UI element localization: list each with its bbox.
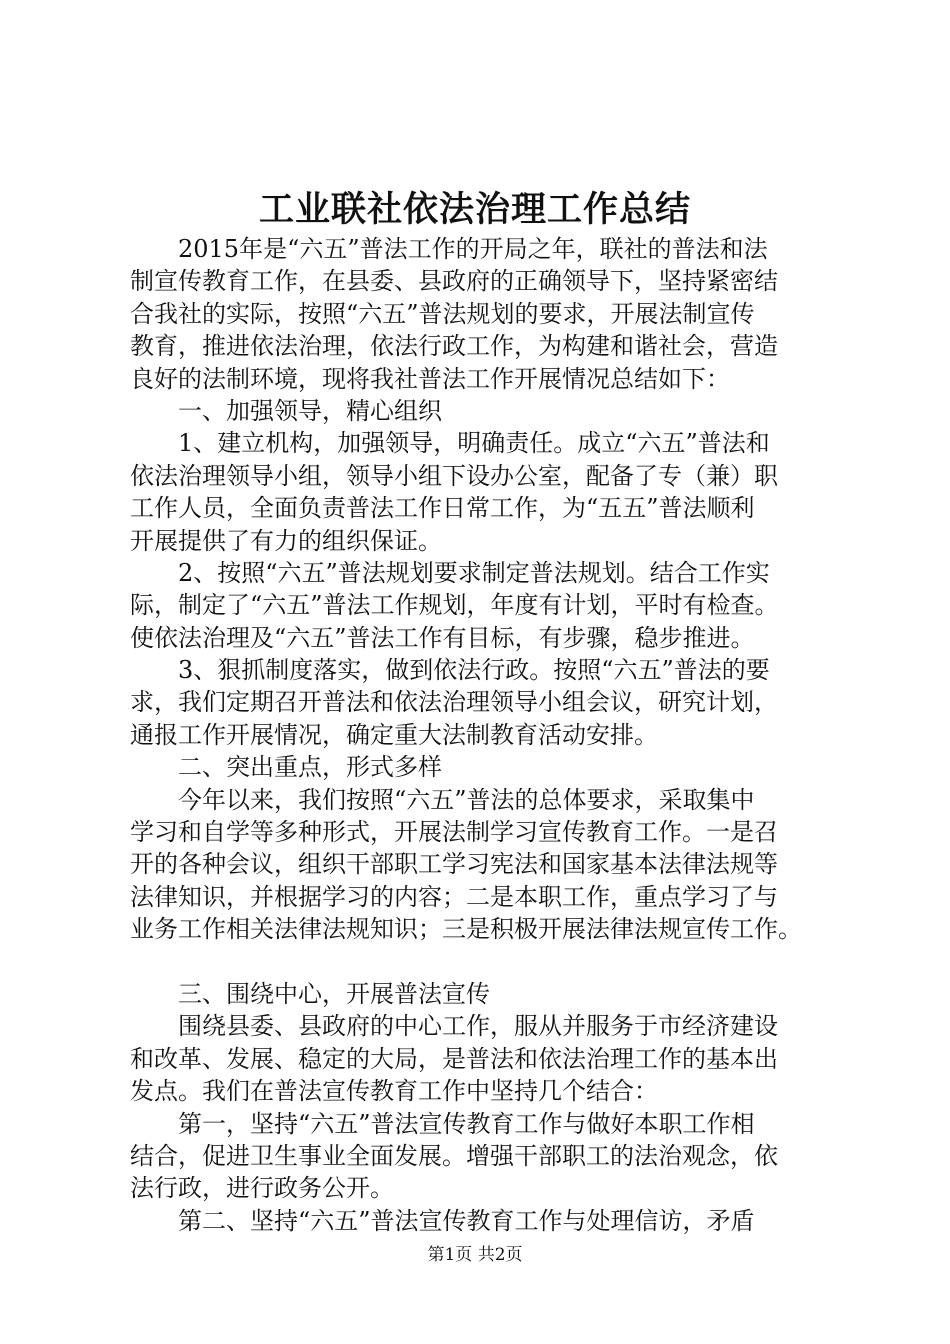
body-text-line: 三、围绕中心，开展普法宣传 bbox=[178, 979, 490, 1008]
body-text-line: 良好的法制环境，现将我社普法工作开展情况总结如下： bbox=[130, 364, 730, 393]
body-text-line: 第一，坚持“六五”普法宣传教育工作与做好本职工作相 bbox=[178, 1109, 755, 1138]
document-body bbox=[130, 233, 830, 1237]
body-text-line: 结合，促进卫生事业全面发展。增强干部职工的法治观念，依 bbox=[130, 1141, 778, 1170]
body-text-line: 围绕县委、县政府的中心工作，服从并服务于市经济建设 bbox=[178, 1012, 778, 1041]
body-text-line: 法行政，进行政务公开。 bbox=[130, 1174, 394, 1203]
body-text-line: 求，我们定期召开普法和依法治理领导小组会议，研究计划， bbox=[130, 688, 778, 717]
page-footer: 第1页 共2页 bbox=[427, 1245, 523, 1265]
body-text-line: 第二、坚持“六五”普法宣传教育工作与处理信访，矛盾 bbox=[178, 1206, 755, 1235]
body-text-line: 今年以来，我们按照“六五”普法的总体要求，采取集中 bbox=[178, 785, 755, 814]
body-text-line: 2、按照“六五”普法规划要求制定普法规划。结合工作实 bbox=[178, 558, 770, 587]
body-text-line: 制宣传教育工作，在县委、县政府的正确领导下，坚持紧密结 bbox=[130, 267, 778, 296]
body-text-line: 二、突出重点，形式多样 bbox=[178, 753, 442, 782]
body-text-line: 学习和自学等多种形式，开展法制学习宣传教育工作。一是召 bbox=[130, 818, 778, 847]
body-text-line: 和改革、发展、稳定的大局，是普法和依法治理工作的基本出 bbox=[130, 1044, 778, 1073]
body-text-line: 一、加强领导，精心组织 bbox=[178, 396, 442, 425]
body-text-line: 通报工作开展情况，确定重大法制教育活动安排。 bbox=[130, 720, 658, 749]
body-text-line: 依法治理领导小组，领导小组下设办公室，配备了专（兼）职 bbox=[130, 461, 778, 490]
body-text-line: 2015年是“六五”普法工作的开局之年，联社的普法和法 bbox=[178, 235, 768, 263]
body-text-line: 1、建立机构，加强领导，明确责任。成立“六五”普法和 bbox=[178, 429, 770, 458]
body-text-line: 合我社的实际，按照“六五”普法规划的要求，开展法制宣传 bbox=[130, 299, 755, 328]
document-title: 工业联社依法治理工作总结 bbox=[258, 189, 691, 230]
body-text-line: 发点。我们在普法宣传教育工作中坚持几个结合： bbox=[130, 1077, 658, 1106]
body-text-line: 3、狠抓制度落实，做到依法行政。按照“六五”普法的要 bbox=[178, 656, 770, 685]
body-text-line: 使依法治理及“六五”普法工作有目标，有步骤，稳步推进。 bbox=[130, 623, 755, 652]
body-text-line: 工作人员，全面负责普法工作日常工作，为“五五”普法顺利 bbox=[130, 494, 755, 523]
blank-line bbox=[130, 946, 830, 978]
body-text-line: 开展提供了有力的组织保证。 bbox=[130, 526, 442, 555]
body-text-line: 业务工作相关法律法规知识；三是积极开展法律法规宣传工作。 bbox=[130, 915, 802, 944]
body-text-line: 法律知识，并根据学习的内容；二是本职工作，重点学习了与 bbox=[130, 882, 778, 911]
body-text-line: 开的各种会议，组织干部职工学习宪法和国家基本法律法规等 bbox=[130, 850, 778, 879]
body-text-line: 教育，推进依法治理，依法行政工作，为构建和谐社会，营造 bbox=[130, 332, 778, 361]
body-text-line: 际，制定了“六五”普法工作规划，年度有计划，平时有检查。 bbox=[130, 591, 779, 620]
